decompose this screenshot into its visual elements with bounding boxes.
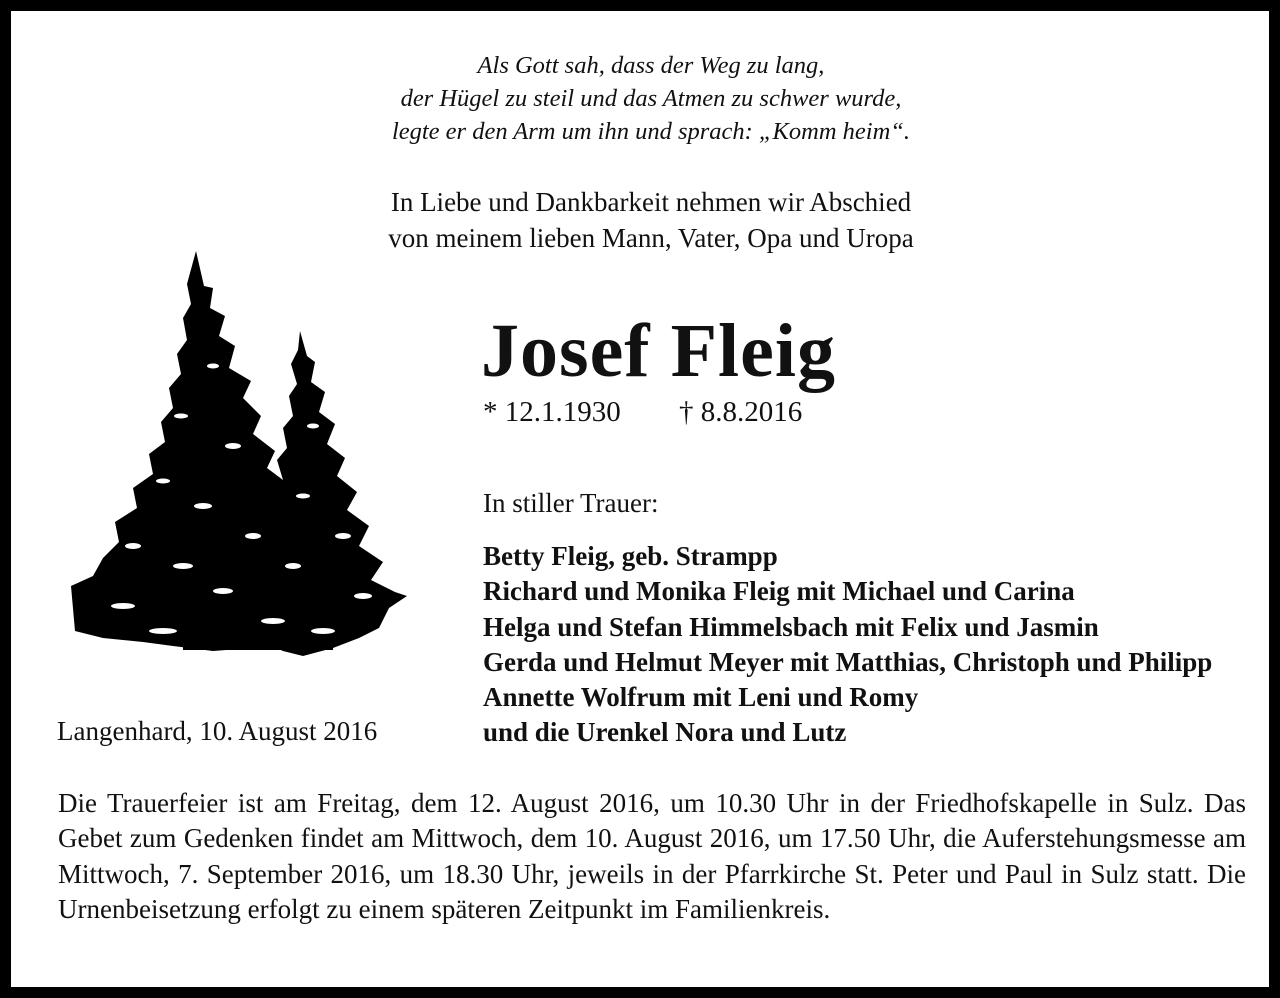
family-member: Gerda und Helmut Meyer mit Matthias, Christoph und Philipp — [483, 646, 1213, 677]
place-date: Langenhard, 10. August 2016 — [57, 716, 378, 746]
poem — [11, 49, 1280, 148]
family-member: Betty Fleig, geb. Strampp — [483, 541, 778, 571]
family-member: und die Urenkel Nora und Lutz — [483, 717, 847, 748]
death-date: † 8.8.2016 — [679, 396, 803, 428]
mourning-label: In stiller Trauer: — [483, 488, 659, 518]
deceased-name: Josef Fleig — [481, 309, 837, 393]
poem-line: Als Gott sah, dass der Weg zu lang, — [477, 52, 825, 79]
service-details: Die Trauerfeier ist am Freitag, dem 12. August 2016, um 10.30 Uhr in der Friedhofskapelle in Sulz. Das Gebet zum Gedenken findet am Mittwoch, dem 10. August 2016, um 17.50 Uhr, die Auferstehungsmesse am Mittwoch, 7. September 2016, um 18.30 Uhr, jeweils in der Pfarrkirche St. Peter und Paul in Sulz statt. Die Urnenbeisetzung erfolgt zu einem späteren Zeitpunkt im Familienkreis. — [58, 788, 1246, 924]
birth-date: * 12.1.1930 — [483, 396, 621, 428]
fir-trees-icon — [63, 246, 413, 661]
family-member: Richard und Monika Fleig mit Michael und Carina — [483, 576, 1075, 607]
family-member: Annette Wolfrum mit Leni und Romy — [483, 682, 919, 713]
poem-line: der Hügel zu steil und das Atmen zu schwer wurde, — [400, 85, 902, 112]
farewell-line: von meinem lieben Mann, Vater, Opa und Uropa — [388, 223, 914, 253]
family-list — [483, 539, 1212, 751]
poem-line: legte er den Arm um ihn und sprach: „Komm heim“. — [391, 118, 911, 145]
family-member: Helga und Stefan Himmelsbach mit Felix und Jasmin — [483, 611, 1099, 642]
farewell-line: In Liebe und Dankbarkeit nehmen wir Abschied — [390, 187, 912, 217]
